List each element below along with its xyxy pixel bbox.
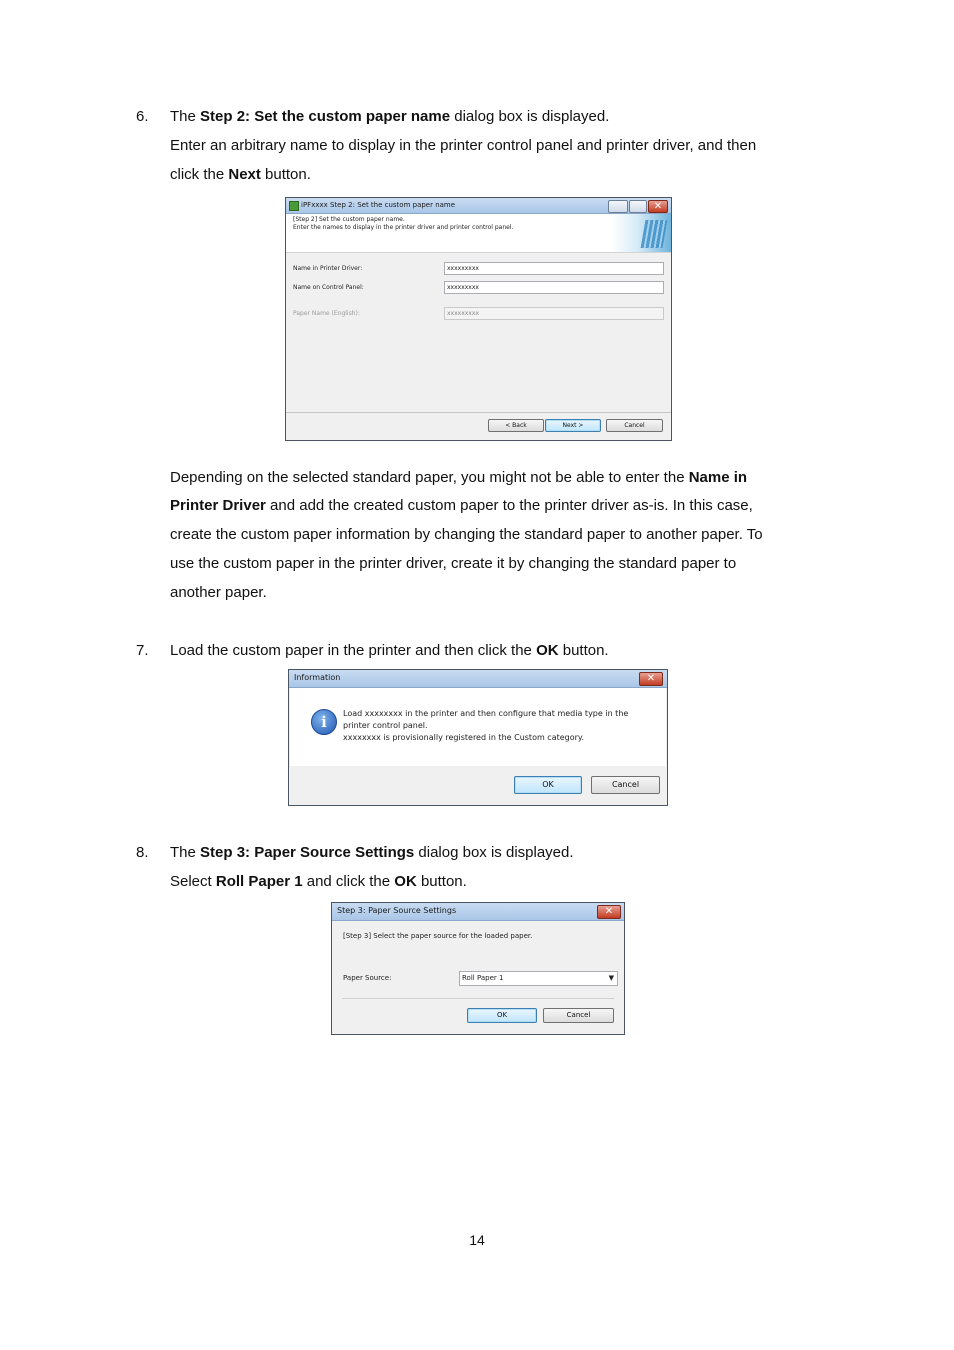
driver-name-label: Name in Printer Driver: [293,265,363,272]
note-bold-1: Name in [688,469,748,486]
info-title: Information [294,673,341,682]
cancel-button[interactable]: Cancel [606,419,663,432]
info-close-button[interactable]: ✕ [639,672,663,686]
header-step-text: [Step 2] Set the custom paper name. [293,216,405,223]
next-button[interactable]: Next > [545,419,601,432]
info-body [290,688,666,766]
info-icon: i [311,709,337,735]
source-close-button[interactable]: ✕ [597,905,621,919]
header-graphic [611,214,671,252]
note-line-1 [170,468,747,488]
note-text-2: and add the created custom paper to the printer driver as-is. In this case, [265,497,753,514]
note-line-4: use the custom paper in the printer driver, create it by changing the standard paper to [170,555,737,572]
step-8-mid-text: and click the [302,873,395,890]
paper-source-value: Roll Paper 1 [462,974,504,982]
english-name-field: xxxxxxxxx [444,307,664,320]
step-6-line-1 [170,107,609,127]
step-8-roll-paper: Roll Paper 1 [215,873,303,890]
app-icon [289,201,299,211]
info-message-3: xxxxxxxx is provisionally registered in the Custom category. [343,733,585,742]
step-8-dialog-name: Step 3: Paper Source Settings [200,844,415,861]
maximize-button[interactable] [629,200,647,213]
minimize-button[interactable] [608,200,628,213]
dropdown-arrow-icon[interactable]: ▼ [608,974,614,982]
dialog-titlebar [286,198,671,214]
driver-name-field[interactable]: xxxxxxxxx [444,262,664,275]
source-divider [342,998,614,999]
step-6-next-label: Next [228,166,261,183]
info-ok-button[interactable]: OK [514,776,582,794]
footer-divider [286,412,671,413]
info-titlebar [289,670,667,688]
info-message-2: printer control panel. [343,721,428,730]
header-instruction: Enter the names to display in the printer driver and printer control panel. [293,224,514,231]
step-6-line-3 [170,165,311,185]
step-7-ok-label: OK [536,642,559,659]
information-dialog [288,669,668,806]
page-number: 14 [469,1232,485,1248]
step-6-button-text: button. [260,166,311,183]
note-line-5: another paper. [170,584,267,601]
step-7-number: 7. [136,642,149,659]
step-7-text: Load the custom paper in the printer and then click the [170,642,537,659]
source-ok-button[interactable]: OK [467,1008,537,1023]
info-message-1: Load xxxxxxxx in the printer and then configure that media type in the [343,709,629,718]
note-text-1: Depending on the selected standard paper, you might not be able to enter the [170,469,689,486]
note-line-3: create the custom paper information by changing the standard paper to another paper. To [170,526,763,543]
dialog-header [286,214,671,253]
dialog-title: iPFxxxx Step 2: Set the custom paper name [301,201,456,209]
step-8-select-text: Select [170,873,216,890]
note-line-2 [170,496,753,516]
panel-name-field[interactable]: xxxxxxxxx [444,281,664,294]
step-7-line [170,641,609,661]
step-6-number: 6. [136,108,149,125]
source-title: Step 3: Paper Source Settings [337,906,457,915]
step-8-ok-label: OK [394,873,417,890]
paper-source-select[interactable] [459,971,618,986]
source-cancel-button[interactable]: Cancel [543,1008,614,1023]
step-6-dialog-name: Step 2: Set the custom paper name [200,108,451,125]
note-bold-2: Printer Driver [170,497,266,514]
step-7-text-end: button. [558,642,609,659]
step-8-number: 8. [136,844,149,861]
step-8-text-end: dialog box is displayed. [414,844,574,861]
step-6-line-2: Enter an arbitrary name to display in the printer control panel and printer driver, and then [170,137,757,154]
step-8-end-text: button. [416,873,467,890]
step-6-text-end: dialog box is displayed. [450,108,610,125]
step-6-click-text: click the [170,166,229,183]
paper-roll-icon [641,220,668,248]
source-titlebar [332,903,624,921]
english-name-label: Paper Name (English): [293,310,360,317]
source-instruction: [Step 3] Select the paper source for the loaded paper. [343,932,533,940]
panel-name-label: Name on Control Panel: [293,284,364,291]
close-button[interactable]: ✕ [648,200,668,213]
paper-source-label: Paper Source: [343,974,392,982]
step-8-line-2 [170,872,467,892]
step-6-text: The [170,108,201,125]
step-8-text: The [170,844,201,861]
info-cancel-button[interactable]: Cancel [591,776,660,794]
step-8-line-1 [170,843,574,863]
back-button[interactable]: < Back [488,419,544,432]
paper-source-dialog [331,902,625,1035]
custom-paper-name-dialog [285,197,672,441]
